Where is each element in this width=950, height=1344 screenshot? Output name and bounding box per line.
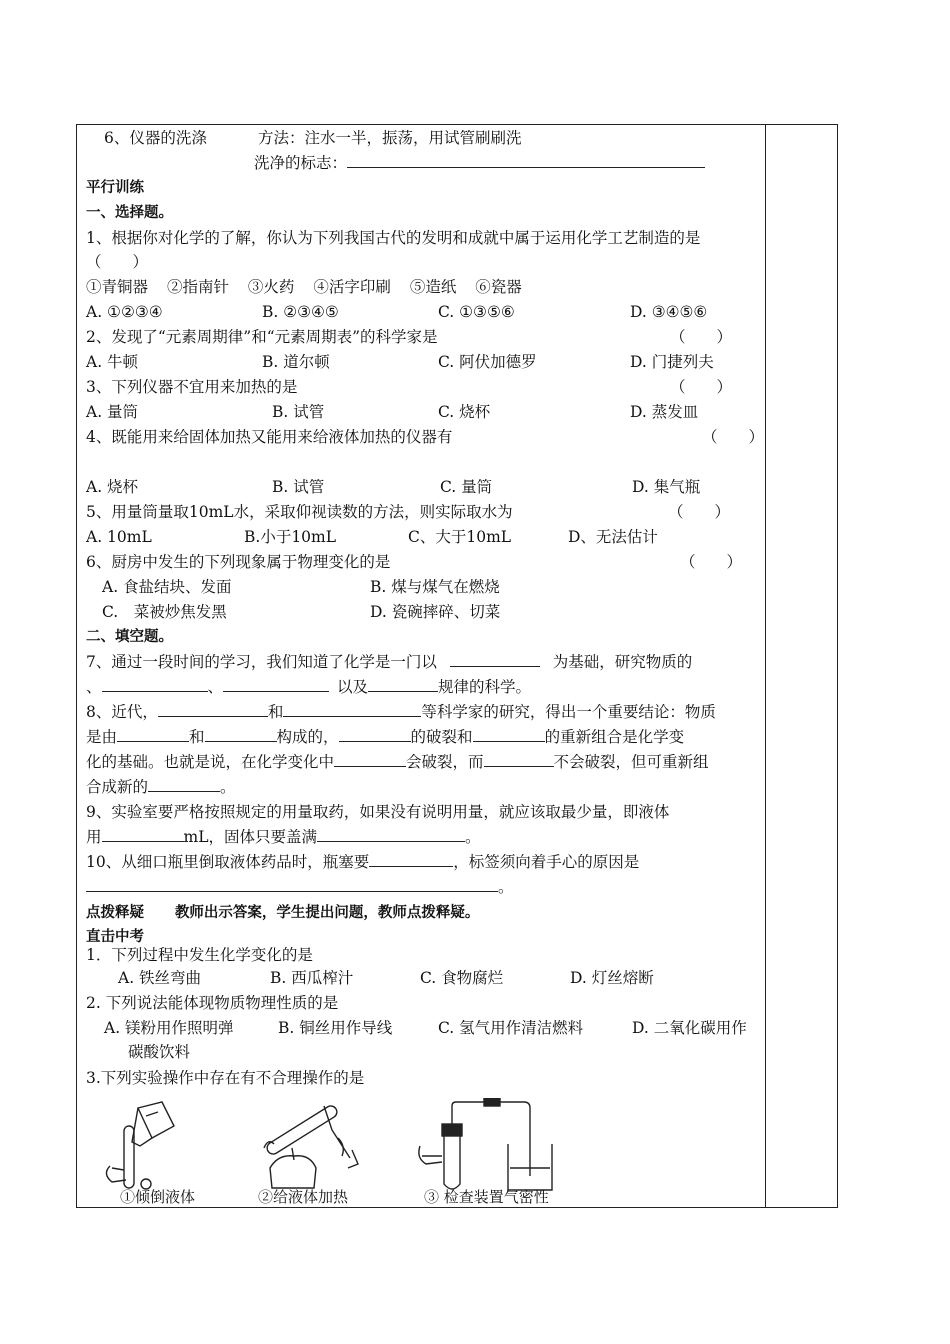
q7-text: 7、通过一段时间的学习，我们知道了化学是一门以 bbox=[86, 653, 437, 671]
answer-blank bbox=[450, 652, 540, 667]
q1-option-c: C. ①③⑤⑥ bbox=[438, 303, 515, 321]
section-fill-title: 二、填空题。 bbox=[86, 629, 173, 645]
exam-q2-option-a: A. 镁粉用作照明弹 bbox=[104, 1019, 234, 1037]
q8-text: 8、近代， bbox=[86, 703, 158, 721]
question-4: 4、既能用来给固体加热又能用来给液体加热的仪器有 bbox=[86, 428, 453, 446]
q8-text: 构成的， bbox=[276, 728, 339, 746]
q4-option-b: B. 试管 bbox=[272, 478, 325, 496]
q7-text: 以及 bbox=[337, 678, 369, 696]
q7-text: 、 bbox=[207, 678, 224, 696]
pour-liquid-figure bbox=[96, 1098, 196, 1198]
question-4-paren: （ ） bbox=[702, 428, 765, 446]
answer-blank bbox=[205, 727, 277, 742]
q8-text: 等科学家的研究，得出一个重要结论：物质 bbox=[421, 703, 716, 721]
exam-title: 直击中考 bbox=[86, 929, 144, 945]
q4-option-a: A. 烧杯 bbox=[86, 478, 139, 496]
exam-q2-option-d: D. 二氧化碳用作 bbox=[632, 1019, 747, 1037]
question-10-line1 bbox=[86, 852, 639, 872]
q8-text: 和 bbox=[189, 728, 205, 746]
q4-option-c: C. 量筒 bbox=[440, 478, 493, 496]
answer-blank bbox=[369, 852, 453, 867]
answer-blank bbox=[117, 727, 189, 742]
guide-title: 点拨释疑 bbox=[86, 905, 144, 921]
q3-option-a: A. 量筒 bbox=[86, 403, 139, 421]
q5-option-a: A. 10mL bbox=[86, 528, 152, 546]
exam-question-2: 2. 下列说法能体现物质物理性质的是 bbox=[86, 994, 339, 1012]
answer-blank bbox=[473, 727, 545, 742]
answer-blank bbox=[148, 777, 220, 792]
exam-q2-option-c: C. 氢气用作清洁燃料 bbox=[438, 1019, 584, 1037]
answer-blank bbox=[334, 752, 406, 767]
answer-blank bbox=[339, 727, 411, 742]
question-6: 6、厨房中发生的下列现象属于物理变化的是 bbox=[86, 553, 391, 571]
figure-caption-1: ①倾倒液体 bbox=[120, 1188, 196, 1206]
q2-option-c: C. 阿伏加德罗 bbox=[438, 353, 537, 371]
exam-q1-option-c: C. 食物腐烂 bbox=[420, 969, 504, 987]
answer-blank bbox=[368, 677, 438, 692]
exam-q1-option-b: B. 西瓜榨汁 bbox=[270, 969, 354, 987]
q4-option-d: D. 集气瓶 bbox=[632, 478, 701, 496]
q1-option-b: B. ②③④⑤ bbox=[262, 303, 339, 321]
q1-option-a: A. ①②③④ bbox=[86, 303, 163, 321]
question-7-line1 bbox=[86, 652, 692, 672]
q1-items bbox=[86, 277, 522, 297]
airtight-check-figure bbox=[412, 1098, 572, 1198]
question-2: 2、发现了“元素周期律”和“元素周期表”的科学家是 bbox=[86, 328, 438, 346]
q1-item: ③火药 bbox=[247, 278, 295, 296]
q7-text: 为基础，研究物质的 bbox=[552, 653, 693, 671]
answer-blank bbox=[223, 677, 329, 692]
heat-liquid-figure bbox=[254, 1098, 366, 1198]
q9-text: 。 bbox=[465, 828, 481, 846]
q8-text: 会破裂，而 bbox=[406, 753, 484, 771]
q8-text: 不会破裂，但可重新组 bbox=[553, 753, 709, 771]
q6-option-d: D. 瓷碗摔碎、切菜 bbox=[370, 603, 501, 621]
exam-q2-option-d-cont: 碳酸饮料 bbox=[128, 1043, 191, 1061]
q8-text: 化的基础。也就是说，在化学变化中 bbox=[86, 753, 335, 771]
q8-text: 。 bbox=[220, 778, 236, 796]
practice-title: 平行训练 bbox=[86, 180, 144, 196]
q6-option-a: A. 食盐结块、发面 bbox=[102, 578, 232, 596]
q8-text: 的重新组合是化学变 bbox=[544, 728, 685, 746]
q5-option-b: B.小于10mL bbox=[244, 528, 337, 546]
question-9-line1: 9、实验室要严格按照规定的用量取药，如果没有说明用量，就应该取最少量，即液体 bbox=[86, 803, 670, 821]
question-8-line1 bbox=[86, 702, 716, 722]
q5-option-d: D、无法估计 bbox=[568, 528, 658, 546]
q3-option-c: C. 烧杯 bbox=[438, 403, 491, 421]
q1-item: ①青铜器 bbox=[86, 278, 149, 296]
q1-item: ④活字印刷 bbox=[313, 278, 391, 296]
question-3: 3、下列仪器不宜用来加热的是 bbox=[86, 378, 298, 396]
answer-blank bbox=[283, 702, 421, 717]
exam-question-1: 1．下列过程中发生化学变化的是 bbox=[86, 946, 313, 964]
answer-blank bbox=[102, 827, 184, 842]
q2-option-b: B. 道尔顿 bbox=[262, 353, 330, 371]
q1-item: ⑤造纸 bbox=[409, 278, 457, 296]
question-10-line2 bbox=[86, 877, 514, 897]
answer-blank bbox=[347, 153, 705, 168]
exam-q1-option-a: A. 铁丝弯曲 bbox=[118, 969, 202, 987]
figure-caption-2: ②给液体加热 bbox=[258, 1188, 349, 1206]
figure-caption-3: ③ 检查装置气密性 bbox=[424, 1188, 549, 1206]
q8-text: 的破裂和 bbox=[410, 728, 473, 746]
answer-blank bbox=[158, 702, 268, 717]
q10-text: 10、从细口瓶里倒取液体药品时，瓶塞要 bbox=[86, 853, 370, 871]
q10-text: 。 bbox=[498, 878, 514, 896]
q3-option-d: D. 蒸发皿 bbox=[630, 403, 699, 421]
question-8-line2 bbox=[86, 727, 684, 747]
guide-text: 教师出示答案，学生提出问题，教师点拨释疑。 bbox=[174, 905, 480, 921]
q6-option-b: B. 煤与煤气在燃烧 bbox=[370, 578, 500, 596]
exam-q2-option-b: B. 铜丝用作导线 bbox=[278, 1019, 393, 1037]
wash-item: 6、仪器的洗涤 bbox=[104, 129, 207, 147]
q1-item: ②指南针 bbox=[166, 278, 229, 296]
exam-q1-option-d: D. 灯丝熔断 bbox=[570, 969, 654, 987]
question-9-line2 bbox=[86, 827, 481, 847]
question-3-paren: （ ） bbox=[670, 378, 733, 396]
q6-option-c: C. 菜被炒焦发黑 bbox=[102, 603, 227, 621]
q5-option-c: C、大于10mL bbox=[408, 528, 512, 546]
guide-row bbox=[86, 902, 479, 923]
q8-text: 和 bbox=[267, 703, 284, 721]
question-5: 5、用量筒量取10mL水，采取仰视读数的方法，则实际取水为 bbox=[86, 503, 513, 521]
section-choice-title: 一、选择题。 bbox=[86, 205, 173, 221]
q8-text: 合成新的 bbox=[86, 778, 149, 796]
question-1: 1、根据你对化学的了解，你认为下列我国古代的发明和成就中属于运用化学工艺制造的是 bbox=[86, 229, 701, 247]
q7-text: 、 bbox=[86, 678, 102, 696]
q3-option-b: B. 试管 bbox=[272, 403, 325, 421]
wash-sign bbox=[254, 153, 705, 173]
q10-text: ，标签须向着手心的原因是 bbox=[453, 853, 640, 871]
q1-item: ⑥瓷器 bbox=[475, 278, 522, 296]
answer-blank bbox=[317, 827, 465, 842]
question-8-line4 bbox=[86, 777, 236, 797]
wash-method: 方法：注水一半，振荡，用试管刷刷洗 bbox=[258, 129, 522, 147]
question-8-line3 bbox=[86, 752, 709, 772]
question-5-paren: （ ） bbox=[668, 503, 731, 521]
q9-text: 用 bbox=[86, 828, 102, 846]
q1-option-d: D. ③④⑤⑥ bbox=[630, 303, 708, 321]
wash-sign-label: 洗净的标志： bbox=[254, 154, 348, 172]
table-divider bbox=[765, 124, 766, 1208]
exam-question-3: 3.下列实验操作中存在有不合理操作的是 bbox=[86, 1069, 365, 1087]
q9-text: mL，固体只要盖满 bbox=[183, 828, 318, 846]
q7-text: 规律的科学。 bbox=[438, 678, 532, 696]
answer-blank bbox=[484, 752, 554, 767]
question-7-line2 bbox=[86, 677, 531, 697]
question-1-paren: （ ） bbox=[86, 253, 149, 271]
q2-option-a: A. 牛顿 bbox=[86, 353, 139, 371]
question-6-paren: （ ） bbox=[680, 553, 743, 571]
question-2-paren: （ ） bbox=[670, 328, 733, 346]
answer-blank bbox=[102, 677, 208, 692]
answer-blank bbox=[86, 877, 498, 892]
q8-text: 是由 bbox=[86, 728, 118, 746]
q2-option-d: D. 门捷列夫 bbox=[630, 353, 714, 371]
